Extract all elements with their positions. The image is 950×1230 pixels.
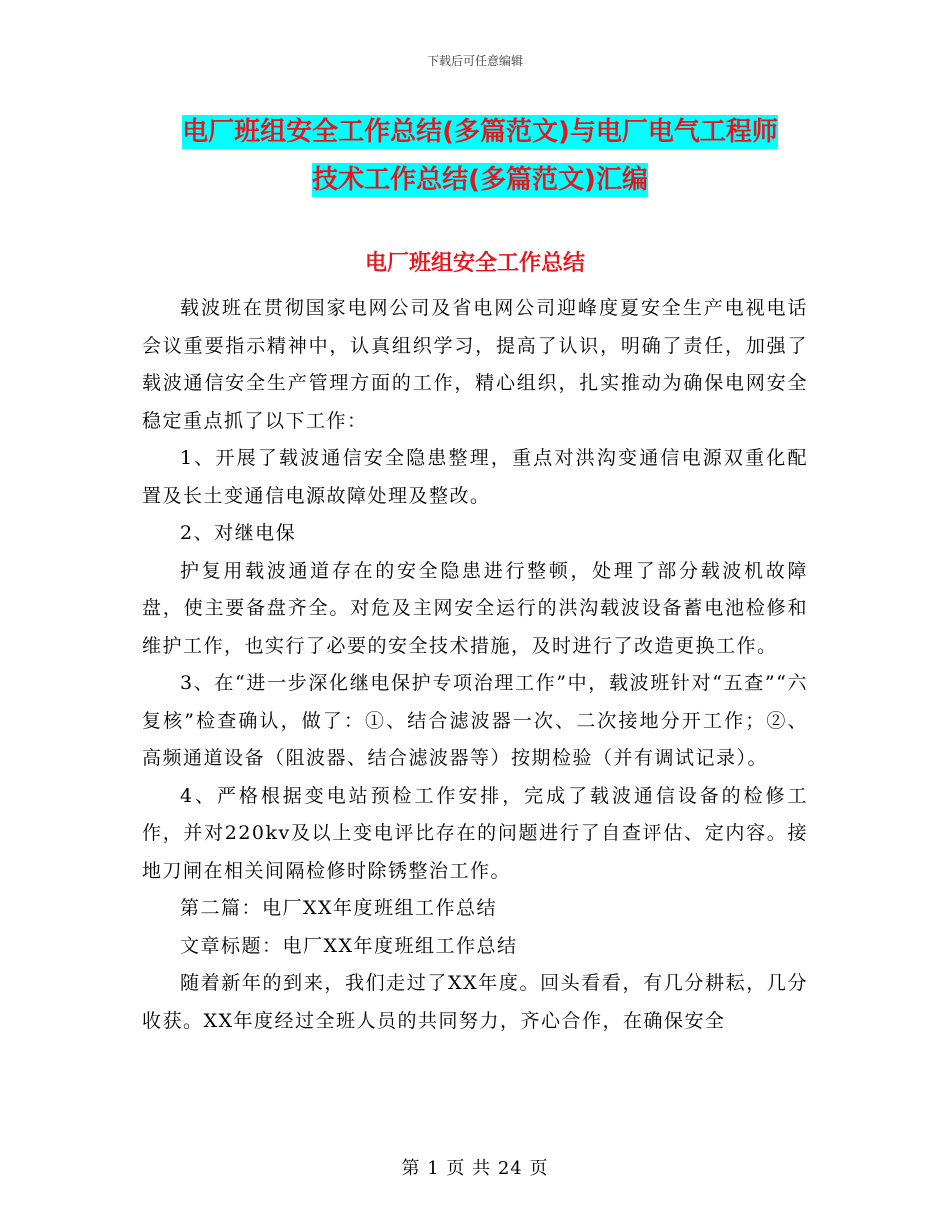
paragraph: 2、对继电保 — [180, 522, 297, 544]
page-footer: 第 1 页 共 24 页 — [401, 1158, 549, 1179]
document-title-line-1: 电厂班组安全工作总结(多篇范文)与电厂电气工程师 — [182, 117, 778, 147]
paragraph: 载波班在贯彻国家电网公司及省电网公司迎峰度夏安全生产电视电话会议重要指示精神中，认真组织学习，提高了认识，明确了责任，加强了载波通信安全生产管理方面的工作，精心组织，扎实推动为确保电网安全稳定重点抓了以下工作： — [142, 297, 808, 432]
paragraph: 3、在“进一步深化继电保护专项治理工作”中，载波班针对“五查”“六复核”检查确认，做了：①、结合滤波器一次、二次接地分开工作；②、高频通道设备（阻波器、结合滤波器等）按期检验（并有调试记录）。 — [142, 672, 808, 769]
document-title-line-2: 技术工作总结(多篇范文)汇编 — [312, 165, 648, 195]
paragraph: 随着新年的到来，我们走过了XX年度。回头看看，有几分耕耘，几分收获。XX年度经过全班人员的共同努力，齐心合作，在确保安全 — [142, 972, 808, 1032]
paragraph: 4、严格根据变电站预检工作安排，完成了载波通信设备的检修工作，并对220kv及以上变电评比存在的问题进行了自查评估、定内容。接地刀闸在相关间隔检修时除锈整治工作。 — [142, 784, 808, 882]
document-title — [140, 108, 820, 204]
document-body — [142, 290, 808, 1040]
paragraph: 文章标题：电厂XX年度班组工作总结 — [180, 934, 518, 957]
section-title: 电厂班组安全工作总结 — [364, 251, 585, 276]
paragraph: 1、开展了载波通信安全隐患整理，重点对洪沟变通信电源双重化配置及长土变通信电源故障处理及整改。 — [142, 447, 808, 507]
header-note: 下载后可任意编辑 — [426, 54, 523, 68]
paragraph: 第二篇：电厂XX年度班组工作总结 — [180, 897, 498, 919]
paragraph: 护复用载波通道存在的安全隐患进行整顿，处理了部分载波机故障盘，使主要备盘齐全。对危及主网安全运行的洪沟载波设备蓄电池检修和维护工作，也实行了必要的安全技术措施，及时进行了改造更换工作。 — [142, 559, 808, 657]
